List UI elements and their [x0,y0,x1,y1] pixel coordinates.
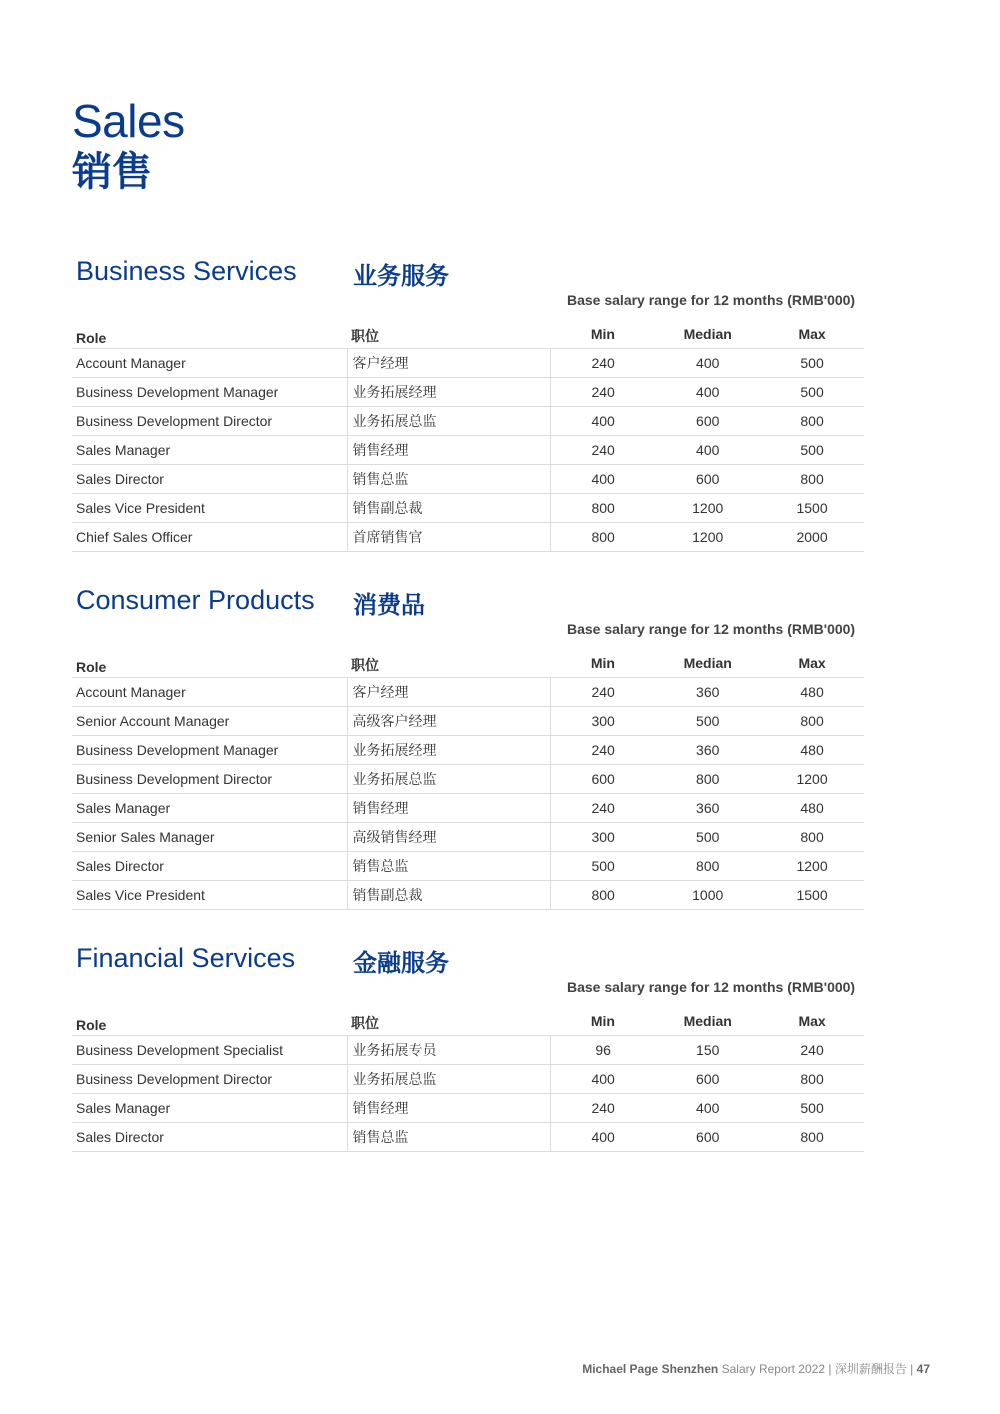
salary-range-caption: Base salary range for 12 months (RMB'000) [567,292,856,308]
footer-report-zh: 深圳薪酬报告 [834,1362,907,1376]
section-financial-services [72,943,864,1145]
cell-min: 800 [551,523,656,552]
header-min: Min [590,655,615,671]
section-title-zh: 消费品 [353,592,425,619]
cell-max: 1200 [760,765,864,794]
cell-median: 500 [655,707,760,736]
table-row [72,436,864,465]
salary-table [72,643,864,910]
cell-role: Business Development Specialist [72,1036,347,1065]
cell-role-zh: 业务拓展总监 [347,407,551,436]
table-row [72,1094,864,1123]
cell-min: 600 [551,765,656,794]
cell-median: 600 [655,465,760,494]
section-title-en: Business Services [76,256,297,286]
cell-median: 600 [655,407,760,436]
cell-role: Account Manager [72,678,347,707]
header-role-zh: 职位 [351,657,379,673]
table-row [72,678,864,707]
header-max: Max [798,326,826,342]
cell-min: 400 [551,465,656,494]
table-row [72,465,864,494]
section-consumer-products [72,585,864,903]
cell-max: 800 [760,407,864,436]
cell-min: 240 [551,736,656,765]
footer-brand: Michael Page Shenzhen [582,1362,719,1376]
cell-role: Sales Manager [72,794,347,823]
cell-role-zh: 业务拓展总监 [347,765,551,794]
page-title [72,95,185,194]
cell-role-zh: 销售经理 [347,1094,551,1123]
table-row [72,1036,864,1065]
salary-table [72,314,864,552]
header-max: Max [798,1013,826,1029]
cell-role: Account Manager [72,349,347,378]
cell-min: 800 [551,494,656,523]
cell-role: Business Development Manager [72,378,347,407]
cell-role-zh: 高级销售经理 [347,823,551,852]
cell-max: 800 [760,1065,864,1094]
section-title-zh: 业务服务 [353,263,449,290]
table-row [72,407,864,436]
cell-role: Chief Sales Officer [72,523,347,552]
cell-role-zh: 销售总监 [347,852,551,881]
salary-table [72,1001,864,1152]
section-title-zh: 金融服务 [353,950,449,977]
salary-range-caption: Base salary range for 12 months (RMB'000) [567,979,856,995]
cell-max: 480 [760,736,864,765]
cell-median: 360 [655,794,760,823]
cell-min: 400 [551,1065,656,1094]
cell-median: 400 [655,349,760,378]
cell-min: 240 [551,436,656,465]
cell-role: Business Development Director [72,765,347,794]
cell-role: Sales Director [72,1123,347,1152]
cell-max: 800 [760,707,864,736]
cell-max: 2000 [760,523,864,552]
cell-median: 400 [655,1094,760,1123]
cell-role-zh: 业务拓展经理 [347,736,551,765]
header-min: Min [590,1013,615,1029]
cell-median: 1200 [655,523,760,552]
header-role-zh: 职位 [351,1015,380,1031]
table-row [72,794,864,823]
cell-min: 96 [551,1036,656,1065]
table-row [72,765,864,794]
cell-role-zh: 销售总监 [347,1123,551,1152]
cell-role: Senior Account Manager [72,707,347,736]
cell-role: Sales Manager [72,1094,347,1123]
cell-max: 240 [760,1036,864,1065]
cell-min: 300 [551,823,656,852]
cell-role: Business Development Manager [72,736,347,765]
cell-median: 800 [655,765,760,794]
cell-max: 500 [760,349,864,378]
table-row [72,852,864,881]
header-role: Role [76,659,107,675]
cell-role-zh: 业务拓展专员 [347,1036,551,1065]
cell-median: 360 [655,678,760,707]
header-role: Role [76,330,107,346]
cell-median: 600 [655,1123,760,1152]
table-row [72,349,864,378]
cell-max: 480 [760,678,864,707]
cell-role-zh: 高级客户经理 [347,707,551,736]
cell-max: 500 [760,1094,864,1123]
cell-role: Senior Sales Manager [72,823,347,852]
section-business-services [72,256,864,545]
cell-role-zh: 业务拓展经理 [347,378,551,407]
cell-min: 300 [551,707,656,736]
table-row [72,881,864,910]
cell-max: 800 [760,1123,864,1152]
cell-role: Sales Director [72,465,347,494]
table-row [72,707,864,736]
cell-median: 600 [655,1065,760,1094]
footer-separator: | [910,1362,914,1376]
header-role-zh: 职位 [351,328,379,344]
table-row [72,523,864,552]
cell-max: 1500 [760,881,864,910]
cell-max: 500 [760,436,864,465]
cell-role: Business Development Director [72,1065,347,1094]
header-min: Min [590,326,615,342]
cell-role: Sales Manager [72,436,347,465]
cell-median: 800 [655,852,760,881]
cell-role-zh: 销售副总裁 [347,494,551,523]
cell-role-zh: 销售副总裁 [347,881,551,910]
cell-role-zh: 客户经理 [347,349,551,378]
table-row [72,823,864,852]
cell-role: Sales Vice President [72,881,347,910]
cell-role-zh: 销售经理 [347,794,551,823]
cell-min: 500 [551,852,656,881]
cell-max: 1200 [760,852,864,881]
page-footer [582,1360,930,1377]
cell-role: Sales Vice President [72,494,347,523]
cell-median: 400 [655,436,760,465]
footer-report: Salary Report 2022 [721,1362,825,1376]
cell-max: 1500 [760,494,864,523]
cell-median: 150 [655,1036,760,1065]
cell-min: 240 [551,678,656,707]
cell-min: 240 [551,349,656,378]
cell-min: 240 [551,378,656,407]
footer-separator: | [828,1362,832,1376]
section-title-en: Consumer Products [76,585,315,615]
header-median: Median [683,655,732,671]
cell-median: 500 [655,823,760,852]
cell-min: 240 [551,794,656,823]
cell-role-zh: 销售经理 [347,436,551,465]
cell-role: Business Development Director [72,407,347,436]
header-role: Role [76,1017,107,1033]
header-median: Median [683,326,732,342]
table-row [72,736,864,765]
section-title-en: Financial Services [76,943,296,973]
cell-min: 400 [551,1123,656,1152]
table-row [72,494,864,523]
cell-max: 480 [760,794,864,823]
cell-min: 800 [551,881,656,910]
header-median: Median [683,1013,732,1029]
table-row [72,378,864,407]
cell-median: 360 [655,736,760,765]
cell-max: 800 [760,465,864,494]
page-number: 47 [916,1362,930,1376]
cell-role-zh: 首席销售官 [347,523,551,552]
salary-range-caption: Base salary range for 12 months (RMB'000) [567,621,856,637]
table-row [72,1065,864,1094]
cell-min: 240 [551,1094,656,1123]
cell-role-zh: 销售总监 [347,465,551,494]
cell-role-zh: 客户经理 [347,678,551,707]
cell-median: 1200 [655,494,760,523]
page-title-zh: 销售 [72,150,152,194]
cell-median: 1000 [655,881,760,910]
page-title-en: Sales [72,95,185,147]
cell-min: 400 [551,407,656,436]
cell-median: 400 [655,378,760,407]
cell-role-zh: 业务拓展总监 [347,1065,551,1094]
table-row [72,1123,864,1152]
header-max: Max [798,655,826,671]
cell-role: Sales Director [72,852,347,881]
cell-max: 500 [760,378,864,407]
cell-max: 800 [760,823,864,852]
